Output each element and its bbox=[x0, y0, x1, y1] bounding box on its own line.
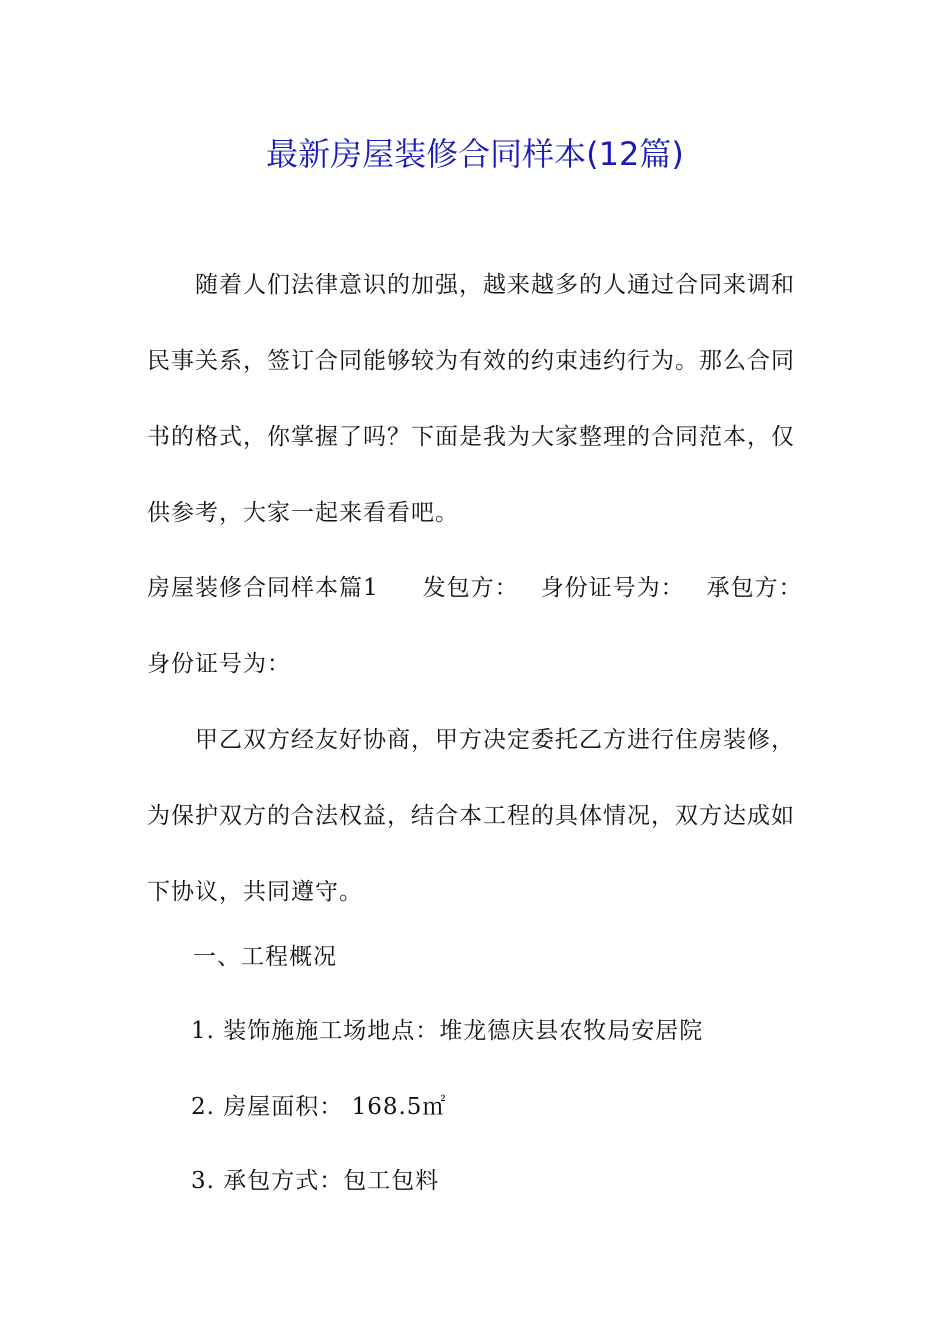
party-b-label: 承包方： bbox=[706, 575, 803, 601]
intro-paragraph: 随着人们法律意识的加强，越来越多的人通过合同来调和民事关系，签订合同能够较为有效的约束违约行为。那么合同书的格式，你掌握了吗？下面是我为大家整理的合同范本，仅供参考，大家一起来看看吧。 bbox=[147, 272, 795, 526]
list-item: 2. 房屋面积： 168.5㎡ bbox=[191, 1094, 447, 1120]
section-heading: 一、工程概况 bbox=[193, 944, 337, 970]
party-b-id-label: 身份证号为： bbox=[147, 651, 291, 677]
document-title: 最新房屋装修合同样本(12篇) bbox=[266, 135, 684, 173]
party-a-id-label: 身份证号为： bbox=[540, 575, 685, 601]
parties-paragraph bbox=[147, 550, 807, 702]
article-heading: 房屋装修合同样本篇1 bbox=[147, 575, 379, 601]
list-item: 3. 承包方式：包工包料 bbox=[191, 1168, 440, 1194]
list-item: 1. 装饰施施工场地点：堆龙德庆县农牧局安居院 bbox=[191, 1018, 704, 1044]
agreement-paragraph: 甲乙双方经友好协商，甲方决定委托乙方进行住房装修，为保护双方的合法权益，结合本工程的具体情况，双方达成如下协议，共同遵守。 bbox=[147, 727, 795, 905]
party-a-label: 发包方： bbox=[422, 575, 519, 601]
